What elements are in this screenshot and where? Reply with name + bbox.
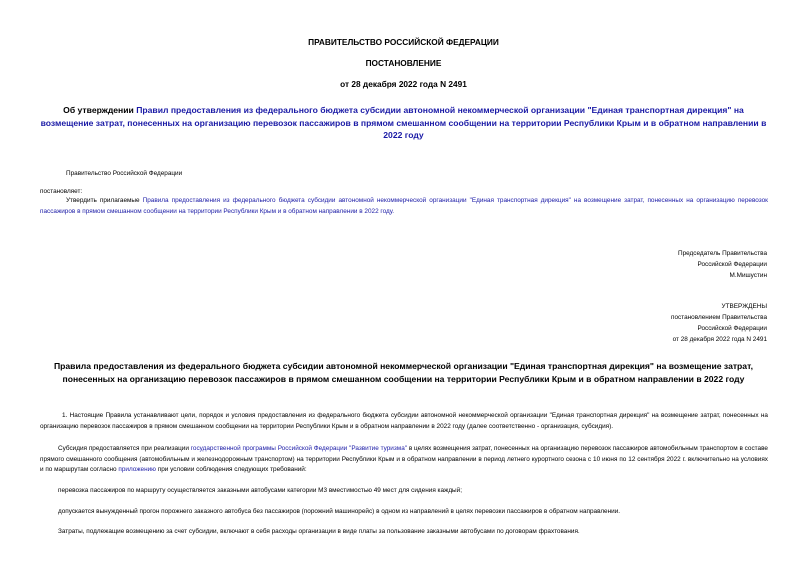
p2-text-c: при условии соблюдения следующих требований: [155,466,307,473]
approval-by: постановлением Правительства [671,314,767,321]
p2-text-a: Субсидия предоставляется при реализации [58,445,191,452]
approval-stamp: УТВЕРЖДЕНЫ [721,303,767,310]
rules-paragraph-2 [40,444,768,476]
signature-organization: Российской Федерации [697,261,767,268]
approval-block [671,301,767,345]
title-prefix: Об утверждении [63,105,137,115]
rules-paragraph-3: перевозка пассажиров по маршруту осуществляется заказными автобусами категории M3 вместимостью 49 мест для сидения каждый; [58,487,462,494]
approve-paragraph [40,196,768,217]
approve-prefix: Утвердить прилагаемые [66,197,143,204]
rules-paragraph-4: допускается вынужденный прогон порожнего заказного автобуса без пассажиров (порожний машинорейс) в одном из направлений в целях перевозки пассажиров в обратном направлении. [58,508,621,515]
signature-block [678,248,767,281]
signature-name: М.Мишустин [729,272,767,279]
title-rules-link[interactable]: Правил предоставления из федерального бюджета субсидии автономной некоммерческой организации "Единая транспортная дирекция" на возмещение затрат, понесенных на организацию перевозок пассажиров в прямом смешанном сообщении на территории Республики Крым и в обратном направлении в 2022 году [40,105,767,140]
document-title [40,104,767,142]
rules-paragraph-5: Затраты, подлежащие возмещению за счет субсидии, включают в себя расходы организации в виде платы за пользование заказными автобусами по договорам фрахтования. [58,528,580,535]
government-header: ПРАВИТЕЛЬСТВО РОССИЙСКОЙ ФЕДЕРАЦИИ [308,37,499,47]
approval-date: от 28 декабря 2022 года N 2491 [672,336,767,343]
document-date-number: от 28 декабря 2022 года N 2491 [340,79,467,89]
government-line: Правительство Российской Федерации [66,170,183,177]
decides-line: постановляет: [40,188,83,195]
appendix-link[interactable]: приложению [118,466,156,473]
rules-paragraph-1: 1. Настоящие Правила устанавливают цели, порядок и условия предоставления из федерального бюджета субсидии автономной некоммерческой организации "Единая транспортная дирекция" на возмещение затрат, понесенных на организацию перевозок пассажиров в прямом смешанном сообщении на территории Республики Крым и в обратном направлении в 2022 году (далее соответственно - организация, субсидия). [40,412,768,430]
rules-heading: Правила предоставления из федерального бюджета субсидии автономной некоммерческой организации "Единая транспортная дирекция" на возмещение затрат, понесенных на организацию перевозок пассажиров в прямом смешанном сообщении на территории Республики Крым и в обратном направлении в 2022 году [53,361,754,384]
tourism-program-link[interactable]: государственной программы Российской Федерации "Развитие туризма" [190,445,408,452]
approval-organization: Российской Федерации [697,325,767,332]
document-type: ПОСТАНОВЛЕНИЕ [365,58,442,68]
p2-text-b: в целях возмещения затрат, понесенных на организацию перевозок пассажиров автомобильным транспортом в составе прямого смешанного сообщения (автомобильным и железнодорожным транспортом) на территории Республики Крым и в обратном направлении в период летнего курортного сезона с 10 июня по 12 сентября 2022 г. включительно на условиях и по маршрутам согласно [40,445,768,473]
approve-rules-link[interactable]: Правила предоставления из федерального бюджета субсидии автономной некоммерческой организации "Единая транспортная дирекция" на возмещение затрат, понесенных на организацию перевозок пассажиров в прямом смешанном сообщении на территории Республики Крым и в обратном направлении в 2022 году. [40,197,768,215]
signature-position: Председатель Правительства [678,250,767,257]
